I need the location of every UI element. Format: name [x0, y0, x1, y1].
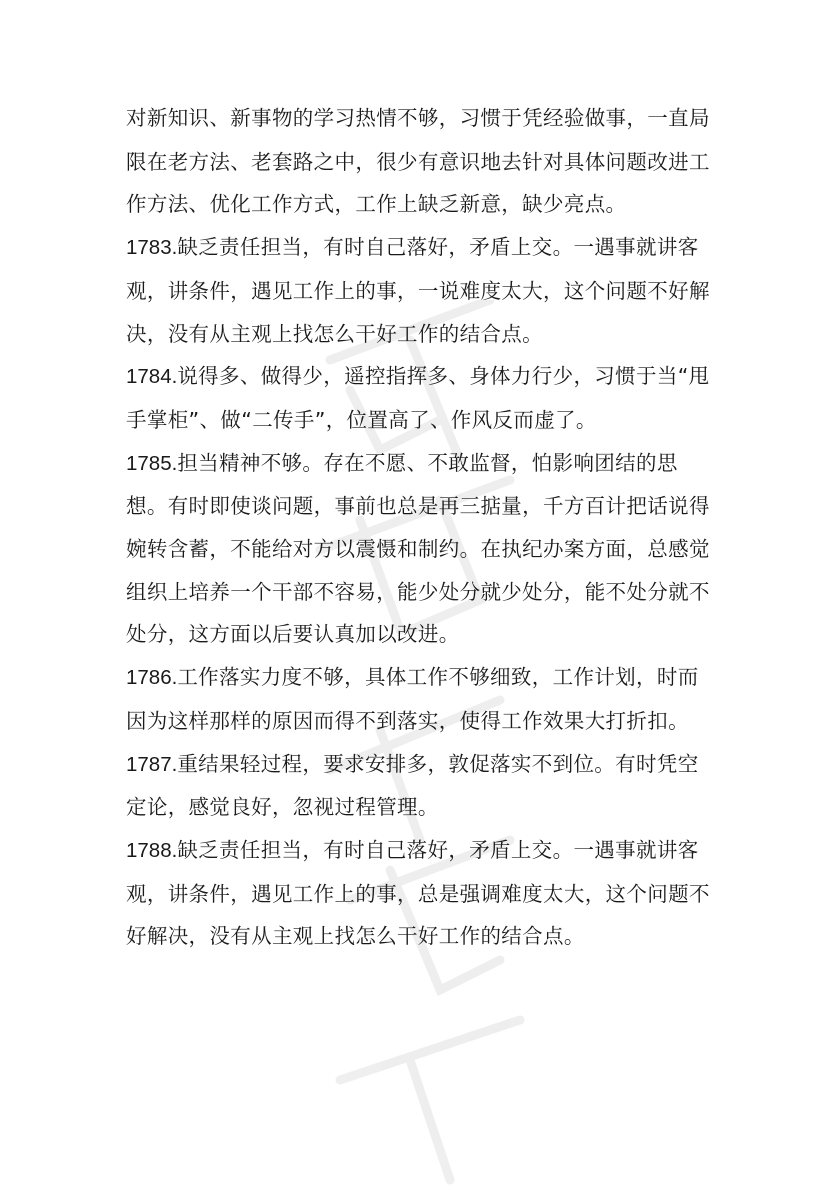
item-number: 1786.	[126, 666, 178, 690]
paragraph-0: 对新知识、新事物的学习热情不够，习惯于凭经验做事，一直局限在老方法、老套路之中，很少有意识地去针对具体问题改进工作方法、优化工作方式，工作上缺乏新意，缺少亮点。	[126, 106, 710, 217]
paragraph-1785: 1785.担当精神不够。存在不愿、不敢监督，怕影响团结的思想。有时即使谈问题，事前也总是再三掂量，千方百计把话说得婉转含蓄，不能给对方以震慑和制约。在执纪办案方面，总感觉组织上培养一个干部不容易，能少处分就少处分，能不处分就不处分，这方面以后要认真加以改进。	[126, 450, 710, 647]
paragraph-1784: 1784.说得多、做得少，遥控指挥多、身体力行少，习惯于当“甩手掌柜”、做“二传手”，位置高了、作风反而虚了。	[126, 364, 710, 432]
document-body	[126, 97, 716, 958]
paragraph-1783: 1783.缺乏责任担当，有时自己落好，矛盾上交。一遇事就讲客观，讲条件，遇见工作上的事，一说难度太大，这个问题不好解决，没有从主观上找怎么干好工作的结合点。	[126, 235, 710, 346]
paragraph-1788: 1788.缺乏责任担当，有时自己落好，矛盾上交。一遇事就讲客观，讲条件，遇见工作上的事，总是强调难度太大，这个问题不好解决，没有从主观上找怎么干好工作的结合点。	[126, 837, 710, 949]
item-number: 1788.	[126, 838, 178, 862]
item-number: 1783.	[126, 236, 178, 260]
item-number: 1787.	[126, 752, 178, 776]
paragraph-1786: 1786.工作落实力度不够，具体工作不够细致，工作计划，时而因为这样那样的原因而得不到落实，使得工作效果大打折扣。	[126, 665, 699, 733]
paragraph-1787: 1787.重结果轻过程，要求安排多，敦促落实不到位。有时凭空定论，感觉良好，忽视过程管理。	[126, 751, 699, 820]
item-number: 1785.	[126, 451, 178, 475]
item-number: 1784.	[126, 365, 178, 389]
